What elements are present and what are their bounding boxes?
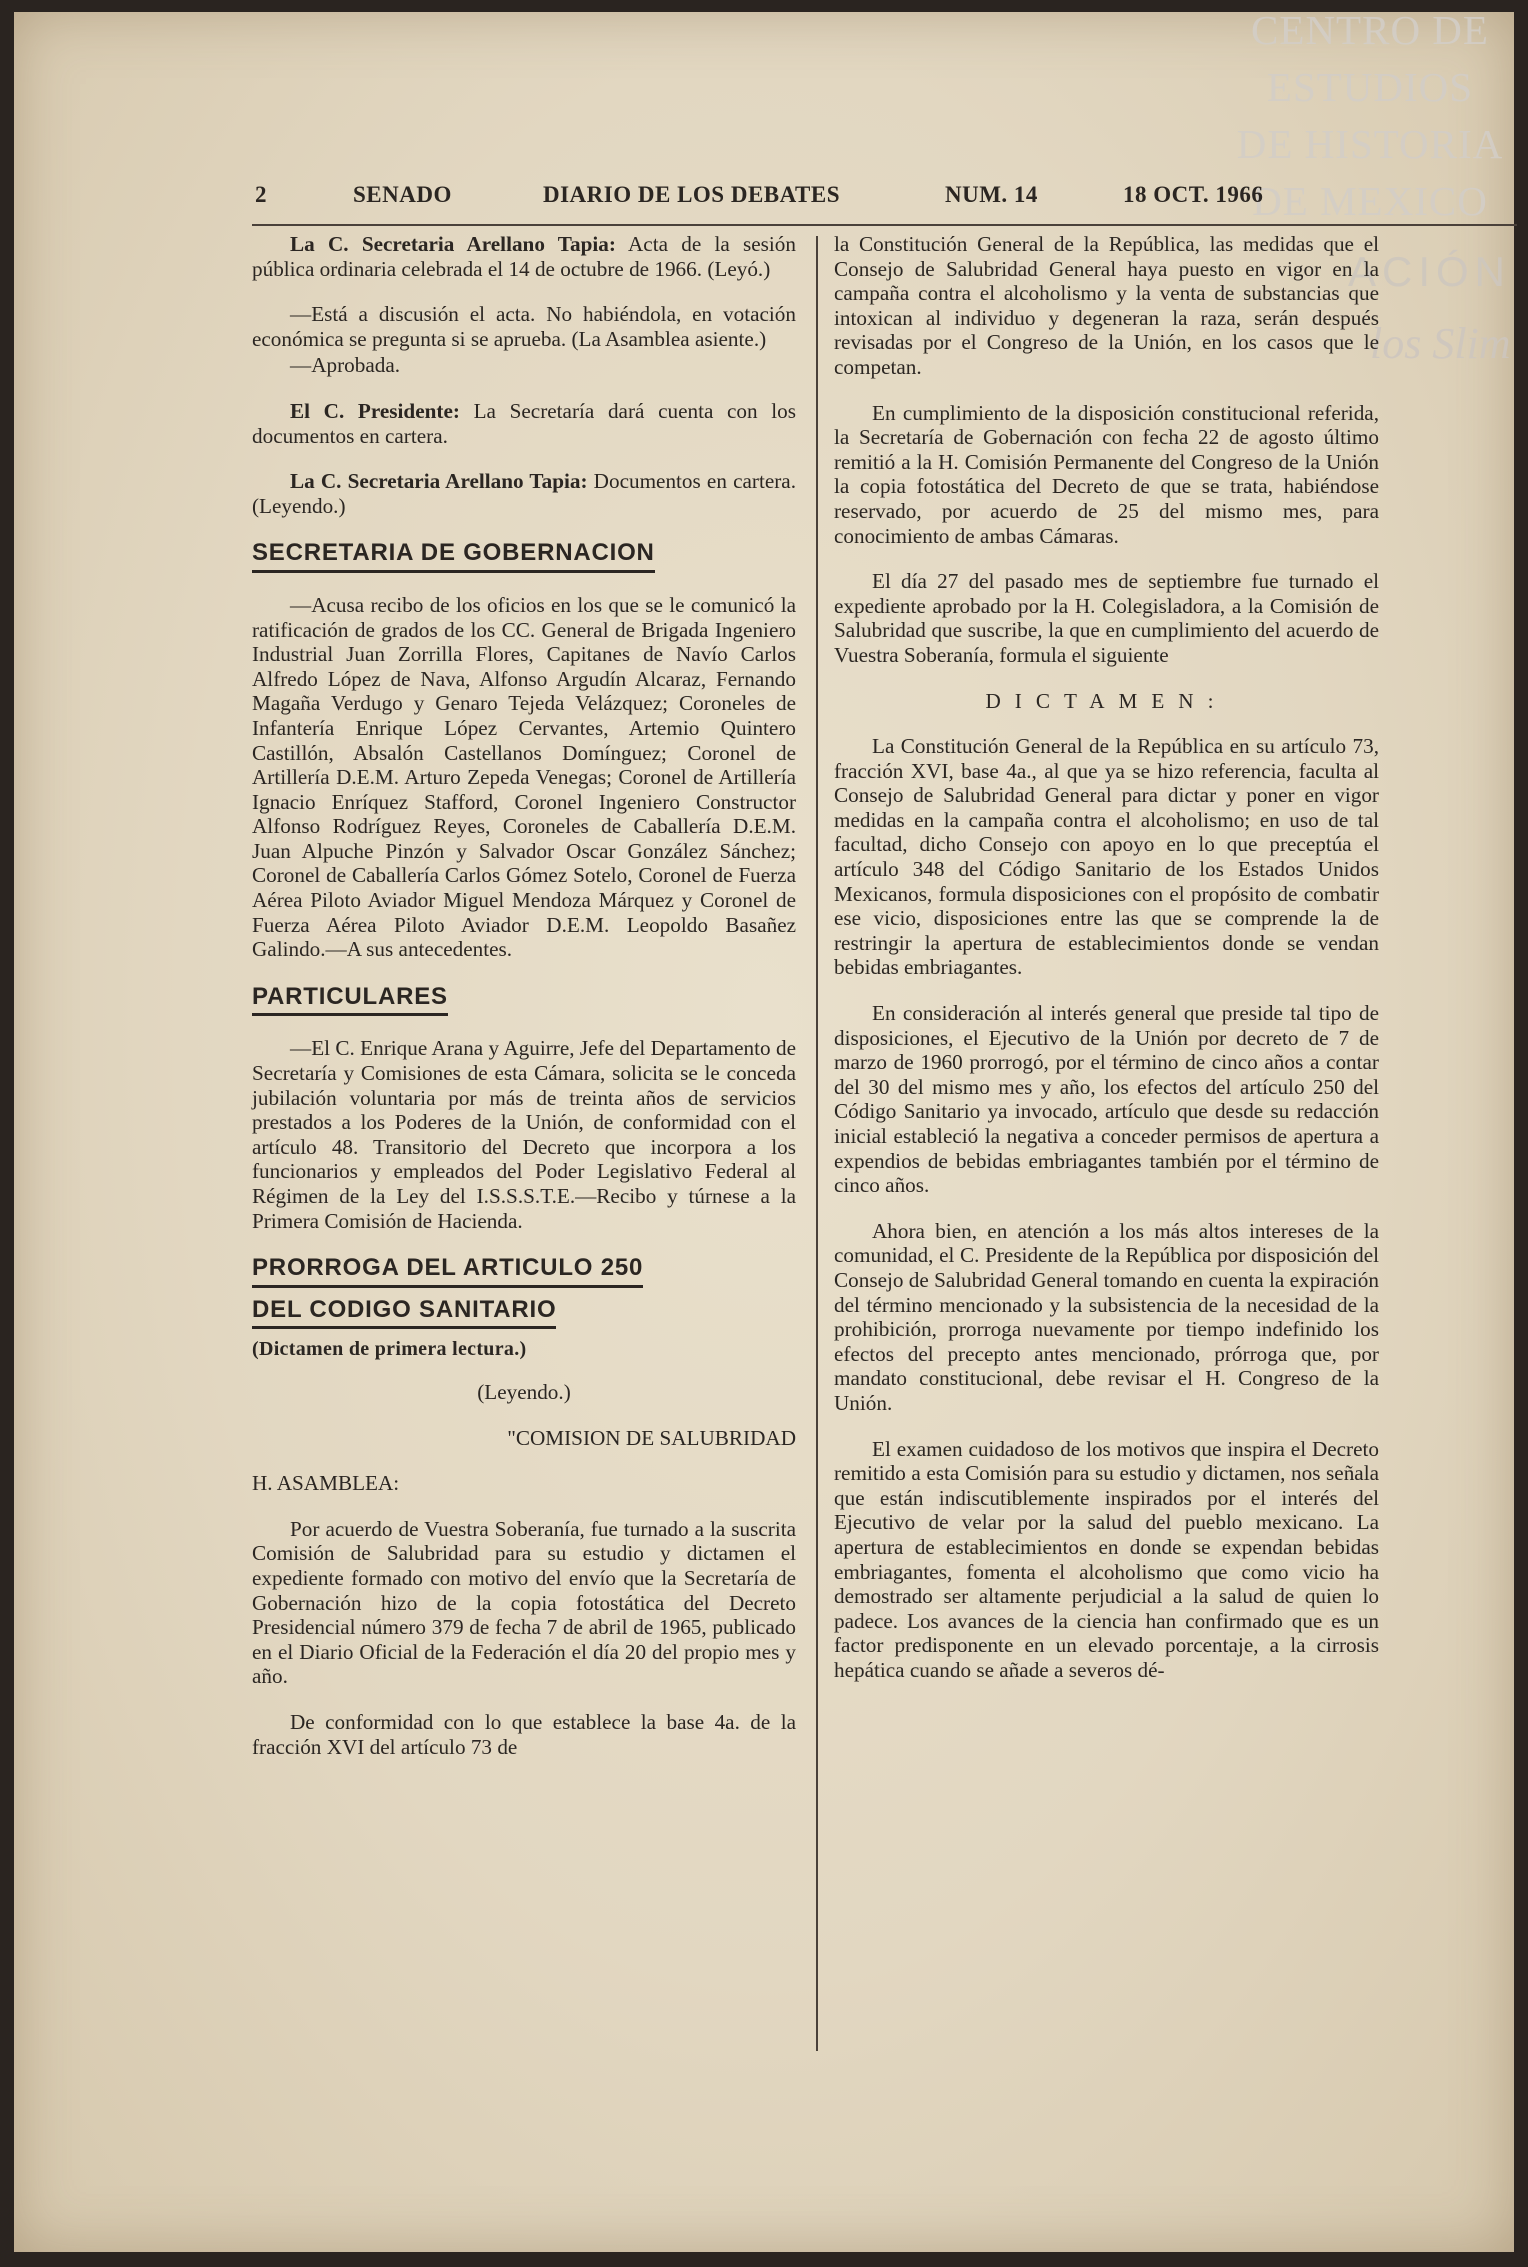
left-column xyxy=(252,232,796,1780)
paragraph xyxy=(252,232,796,281)
watermark-line: CENTRO DE xyxy=(1251,7,1489,53)
salutation: H. ASAMBLEA: xyxy=(252,1471,400,1496)
commission-title: "COMISION DE SALUBRIDAD xyxy=(507,1425,796,1450)
section-heading: PARTICULARES xyxy=(252,985,448,1017)
watermark-line: ESTUDIOS xyxy=(1266,64,1474,110)
paragraph: La Constitución General de la República en su artículo 73, fracción XVI, base 4a., al que ya se hizo referencia, faculta al Consejo de Salubridad General para dictar y poner en vigor medidas en la campaña contra el alcoholismo; en uso de tal facultad, dicho Consejo con apoyo en lo que preceptúa el artículo 348 del Código Sanitario de los Estados Unidos Mexicanos, formula disposiciones con el propósito de combatir ese vicio, disposiciones entre las que se comprende la de restringir la apertura de establecimientos donde se vendan bebidas embriagantes. xyxy=(834,734,1379,980)
watermark-signature: los Slim xyxy=(1370,319,1511,368)
speaker-name: La C. Secretaria Arellano Tapia: xyxy=(290,469,588,494)
section-heading: PRORROGA DEL ARTICULO 250 xyxy=(252,1256,643,1288)
stage-direction: (Leyendo.) xyxy=(477,1379,571,1404)
paragraph: —Está a discusión el acta. No habiéndola, en votación económica se pregunta si se aprueba. (La Asamblea asiente.) xyxy=(252,302,796,351)
watermark-line: DE HISTORIA xyxy=(1236,121,1504,167)
running-header xyxy=(255,182,1270,222)
subheading: (Dictamen de primera lectura.) xyxy=(252,1338,527,1361)
right-column xyxy=(834,232,1379,1703)
section-heading-wrap xyxy=(252,983,796,1017)
column-divider xyxy=(816,236,818,2051)
paragraph: la Constitución General de la República, las medidas que el Consejo de Salubridad General haya puesto en vigor en la campaña contra el alcoholismo y la venta de substancias que intoxican al individuo y degeneran la raza, serán después revisadas por el Congreso de la Unión, en los casos que le competan. xyxy=(834,232,1379,379)
paragraph: En cumplimiento de la disposición constitucional referida, la Secretaría de Gobernación con fecha 22 de agosto último remitió a la H. Comisión Permanente del Congreso de la Unión la copia fotostática del Decreto de que se trata, habiéndose reservado, por acuerdo de 25 del mismo mes, para conocimiento de ambas Cámaras. xyxy=(834,400,1379,548)
section-heading: DEL CODIGO SANITARIO xyxy=(252,1298,556,1330)
paragraph: —Aprobada. xyxy=(290,353,401,378)
paragraph: En consideración al interés general que preside tal tipo de disposiciones, el Ejecutivo de la Unión por decreto de 7 de marzo de 1960 prorrogó, por el término de cinco años a contar del 30 del mismo mes y año, los efectos del artículo 250 del Código Sanitario ya invocado, artículo que desde su redacción inicial estableció la negativa a conceder permisos de apertura a expendios de bebidas embriagantes también por el término de cinco años. xyxy=(834,1001,1379,1198)
paragraph: El día 27 del pasado mes de septiembre fue turnado el expediente aprobado por la H. Colegisladora, a la Comisión de Salubridad que suscribe, la que en cumplimiento del acuerdo de Vuestra Soberanía, formula el siguiente xyxy=(834,569,1379,667)
paragraph xyxy=(252,399,796,448)
publication-title: DIARIO DE LOS DEBATES xyxy=(543,182,841,207)
chamber-name: SENADO xyxy=(353,182,452,207)
watermark-line: DE MEXICO xyxy=(1252,178,1488,224)
paragraph: —El C. Enrique Arana y Aguirre, Jefe del Departamento de Secretaría y Comisiones de esta Cámara, solicita se le conceda jubilación voluntaria por más de treinta años de servicios prestados a los Poderes de la Unión, de conformidad con el artículo 48. Transitorio del Decreto que incorpora a los funcionarios y empleados del Poder Legislativo Federal al Régimen de la Ley del I.S.S.S.T.E.—Recibo y túrnese a la Primera Comisión de Hacienda. xyxy=(252,1036,796,1233)
paragraph xyxy=(252,469,796,518)
paragraph-text: La Secretaría dará cuenta con los documentos en cartera. xyxy=(252,398,796,448)
section-heading-wrap xyxy=(252,1254,796,1288)
paragraph-text: Acta de la sesión pública ordinaria celebrada el 14 de octubre de 1966. (Leyó.) xyxy=(252,232,796,281)
paragraph-text: Documentos en cartera. (Leyendo.) xyxy=(252,469,796,518)
speaker-name: El C. Presidente: xyxy=(290,398,460,423)
section-heading-wrap xyxy=(252,539,796,573)
paragraph: Por acuerdo de Vuestra Soberanía, fue turnado a la suscrita Comisión de Salubridad para su estudio y dictamen el expediente formado con motivo del envío que la Secretaría de Gobernación hizo de la copia fotostática del Decreto Presidencial número 379 de fecha 7 de abril de 1965, publicado en el Diario Oficial de la Federación el día 20 del propio mes y año. xyxy=(252,1516,796,1689)
section-heading: SECRETARIA DE GOBERNACION xyxy=(252,541,655,573)
page-number: 2 xyxy=(255,182,267,207)
section-heading-wrap xyxy=(252,1296,796,1330)
paragraph: Ahora bien, en atención a los más altos intereses de la comunidad, el C. Presidente de la República por disposición del Consejo de Salubridad General tomando en cuenta la expiración del término mencionado y la subsistencia de la necesidad de la prohibición, prorroga nuevamente por tiempo indefinido los efectos del precepto antes mencionado, prórroga que, por mandato constitucional, debe revisar el H. Congreso de la Unión. xyxy=(834,1218,1379,1415)
speaker-name: La C. Secretaria Arellano Tapia: xyxy=(290,232,616,256)
dictamen-heading: DICTAMEN: xyxy=(985,688,1228,713)
issue-number: NUM. 14 xyxy=(945,182,1038,207)
paragraph: El examen cuidadoso de los motivos que inspira el Decreto remitido a esta Comisión para su estudio y dictamen, nos señala que están indiscutiblemente inspirados por el interés del Ejecutivo de velar por la salud del pueblo mexicano. La apertura de establecimientos en donde se expendan bebidas embriagantes, fomenta el alcoholismo que como vicio ha demostrado ser altamente perjudicial a la salud de quien lo padece. Los avances de la ciencia han confirmado que es un factor predisponente en un elevado porcentaje, a la cirrosis hepática cuando se añade a severos dé- xyxy=(834,1436,1379,1682)
header-rule xyxy=(252,224,1517,226)
paragraph: De conformidad con lo que establece la base 4a. de la fracción XVI del artículo 73 de xyxy=(252,1709,796,1759)
watermark-fragment: ACIÓN xyxy=(1348,248,1512,295)
issue-date: 18 OCT. 1966 xyxy=(1123,182,1264,207)
paragraph: —Acusa recibo de los oficios en los que se le comunicó la ratificación de grados de los CC. General de Brigada Ingeniero Industrial Juan Zorrilla Flores, Capitanes de Navío Carlos Alfredo López de Nava, Alfonso Argudín Alcaraz, Fernando Magaña Verdugo y Genaro Tejeda Velázquez; Coroneles de Infantería Enrique López Cervantes, Artemio Quintero Castillón, Absalón Castellanos Domínguez; Coronel de Artillería D.E.M. Arturo Zepeda Venegas; Coronel de Artillería Ignacio Enríquez Stafford, Coronel Ingeniero Constructor Alfonso Rodríguez Reyes, Coroneles de Caballería D.E.M. Juan Alpuche Pinzón y Salvador Oscar González Sánchez; Coronel de Caballería Carlos Gómez Sotelo, Coronel de Fuerza Aérea Piloto Aviador Miguel Mendoza Márquez y Coronel de Fuerza Aérea Piloto Aviador D.E.M. Leopoldo Basañez Galindo.—A sus antecedentes. xyxy=(252,592,796,962)
